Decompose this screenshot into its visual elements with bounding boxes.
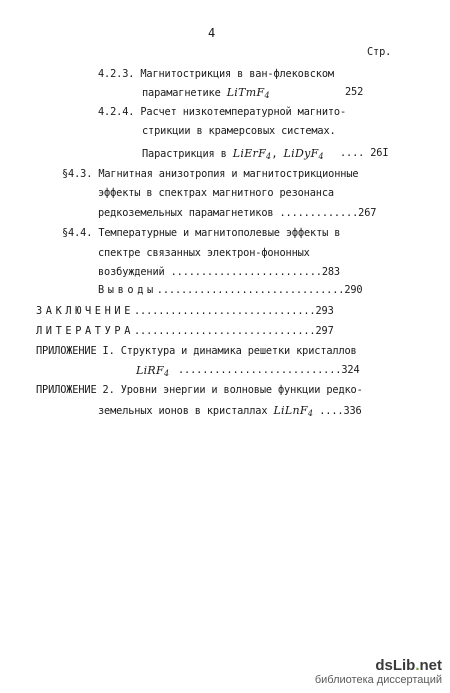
entry-title: Магнитострикция в ван-флековском [140,68,334,80]
entry-number: §4.4. [62,227,93,239]
page-number: 4 [208,26,216,40]
entry-number: §4.3. [62,168,93,180]
toc-entry-appendix-1: ПРИЛОЖЕНИЕ I. Структура и динамика решетки кристаллов [36,345,357,357]
page-column-header: Стр. [367,46,392,58]
entry-number: 4.2.3. [98,68,135,80]
page-ref: 252 [345,86,364,98]
toc-entry-conclusions-chapter: Выводы...............................290 [98,284,363,296]
formula-lierf4: LiErF$_4$ [232,147,272,161]
toc-entry-references: ЛИТЕРАТУРА..............................297 [36,325,334,337]
toc-entry-appendix-1-cont [136,364,169,380]
toc-entry-appendix-2-cont: земельных ионов в кристаллах LiLnF$_4$ ....336 [98,404,362,418]
toc-entry-4-3-line3: редкоземельных парамагнетиков .............267 [98,207,377,219]
page-ref: 297 [315,325,334,337]
toc-entry-appendix-2: ПРИЛОЖЕНИЕ 2. Уровни энергии и волновые функции редко- [36,384,363,396]
page-ref: .... 26I [340,147,389,159]
toc-entry-4-4-line3: возбуждений .........................283 [98,266,340,278]
site-logo: dsLib.net [375,657,442,674]
toc-entry-4-2-4-line3: Парастрикция в LiErF$_4$, LiDyF$_4$ [142,147,324,161]
toc-entry-4-2-4 [98,106,346,119]
formula-lirf4: LiRF$_4$ [136,364,170,378]
entry-title: Температурные и магнитополевые эффекты в [98,227,341,239]
entry-title: Магнитная анизотропия и магнитострикционные [98,168,359,180]
page-ref: 267 [358,207,377,219]
site-watermark [315,658,442,687]
page-ref: ...........................324 [178,364,360,376]
entry-title: Расчет низкотемпературной магнито- [140,106,347,118]
page-ref: 336 [343,405,362,417]
toc-entry-4-2-3-cont: парамагнетике LiTmF$_4$ [142,86,270,100]
toc-entry-4-2-3 [98,68,334,81]
toc-entry-4-2-4-line2: стрикции в крамерсовых системах. [142,125,336,137]
page-ref: 293 [315,305,334,317]
toc-entry-4-3-line2: эффекты в спектрах магнитного резонанса [98,187,334,199]
entry-number: 4.2.4. [98,106,135,118]
toc-entry-4-4 [62,227,340,240]
toc-entry-4-4-line2: спектре связанных электрон-фононных [98,247,310,259]
toc-entry-4-3 [62,168,358,181]
formula-lilnf4: LiLnF$_4$ [273,404,314,418]
page-ref: 290 [344,284,363,296]
page-ref: 283 [321,266,340,278]
toc-entry-conclusion: ЗАКЛЮЧЕНИЕ..............................293 [36,305,334,317]
site-subtitle: библиотека диссертаций [314,674,442,686]
formula-lidyf4: LiDyF$_4$ [283,147,324,161]
formula-litmf4: LiTmF$_4$ [226,86,270,100]
